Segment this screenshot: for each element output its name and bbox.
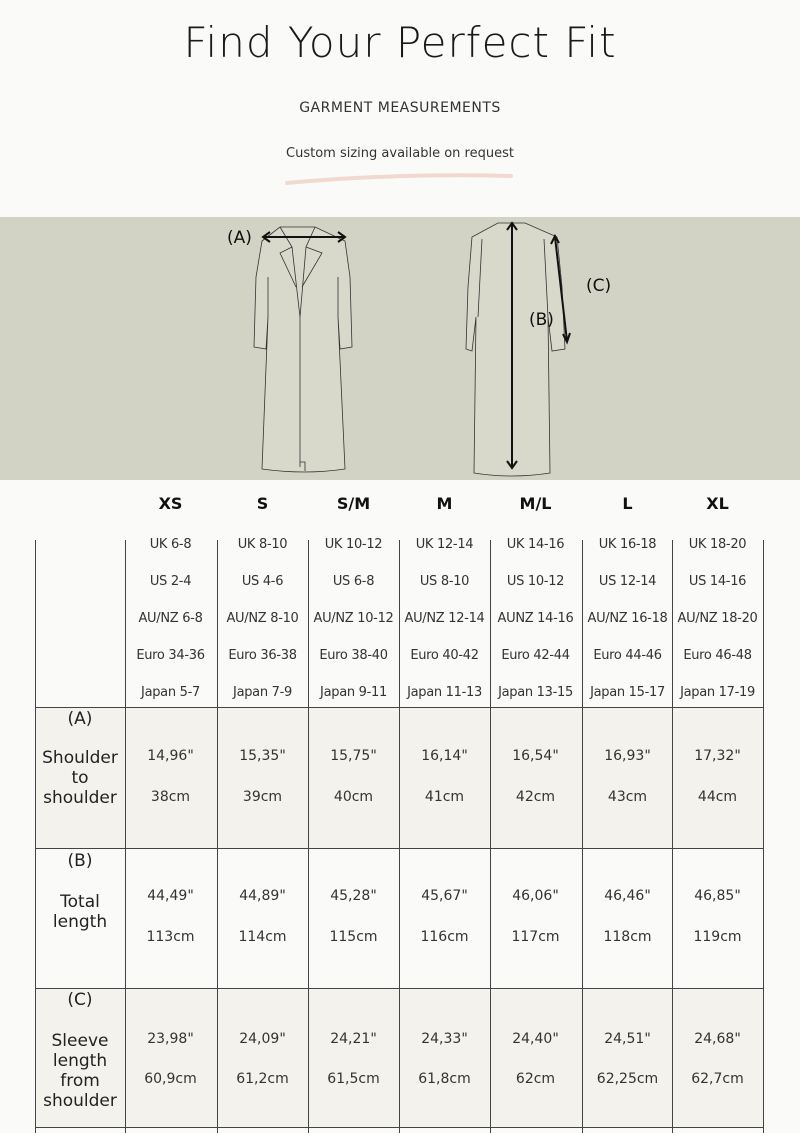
size-conversion: UK 14-16 <box>506 537 565 552</box>
page-title: Find Your Perfect Fit <box>183 18 617 67</box>
size-header: S <box>256 494 269 513</box>
size-conversion: Japan 7-9 <box>233 685 292 700</box>
value-inches: 15,35" <box>239 748 286 764</box>
size-conversion: AU/NZ 6-8 <box>138 611 203 626</box>
coat-illustration <box>0 217 800 480</box>
size-header: L <box>622 494 633 513</box>
size-conversion: UK 16-18 <box>598 537 657 552</box>
measurement-code: (A) <box>67 709 93 729</box>
size-conversion: Japan 5-7 <box>141 685 200 700</box>
size-conversion: Euro 40-42 <box>410 648 479 663</box>
measurement-code: (B) <box>67 851 93 871</box>
size-conversion: Euro 38-40 <box>319 648 388 663</box>
size-conversion: Euro 44-46 <box>593 648 662 663</box>
size-conversion: US 10-12 <box>506 574 565 589</box>
size-conversion: US 12-14 <box>598 574 657 589</box>
size-conversion: UK 12-14 <box>415 537 474 552</box>
value-cm: 39cm <box>242 789 283 805</box>
value-cm: 38cm <box>150 789 191 805</box>
value-inches: 24,33" <box>421 1031 468 1047</box>
row-divider <box>35 1127 764 1128</box>
size-conversion: Japan 15-17 <box>590 685 665 700</box>
value-cm: 60,9cm <box>144 1071 197 1087</box>
value-inches: 24,40" <box>512 1031 559 1047</box>
value-cm: 117cm <box>511 929 560 945</box>
value-inches: 15,75" <box>330 748 377 764</box>
row-divider <box>35 848 764 849</box>
value-cm: 43cm <box>607 789 648 805</box>
table-divider <box>763 540 764 1133</box>
size-conversion: Japan 17-19 <box>680 685 755 700</box>
size-conversion: Euro 42-44 <box>501 648 570 663</box>
value-cm: 41cm <box>424 789 465 805</box>
custom-sizing-note: Custom sizing available on request <box>286 146 514 161</box>
value-cm: 61,8cm <box>418 1071 471 1087</box>
row-divider <box>35 988 764 989</box>
value-cm: 116cm <box>420 929 469 945</box>
value-inches: 44,89" <box>239 888 286 904</box>
size-conversion: AUNZ 14-16 <box>497 611 574 626</box>
value-inches: 44,49" <box>147 888 194 904</box>
size-conversion: AU/NZ 8-10 <box>226 611 299 626</box>
row-divider <box>35 707 764 708</box>
size-header: S/M <box>336 494 371 513</box>
size-conversion: UK 18-20 <box>688 537 747 552</box>
size-conversion: US 6-8 <box>332 574 375 589</box>
value-cm: 114cm <box>238 929 287 945</box>
value-inches: 16,14" <box>421 748 468 764</box>
value-cm: 61,5cm <box>327 1071 380 1087</box>
size-conversion: Japan 13-15 <box>498 685 573 700</box>
value-inches: 24,68" <box>694 1031 741 1047</box>
measurement-name: Total length <box>52 892 108 932</box>
section-subtitle: GARMENT MEASUREMENTS <box>299 100 501 116</box>
value-cm: 113cm <box>146 929 195 945</box>
value-inches: 23,98" <box>147 1031 194 1047</box>
value-inches: 46,46" <box>604 888 651 904</box>
size-conversion: AU/NZ 10-12 <box>313 611 394 626</box>
value-cm: 119cm <box>693 929 742 945</box>
size-conversion: Euro 46-48 <box>683 648 752 663</box>
value-cm: 62,25cm <box>596 1071 659 1087</box>
size-header: M/L <box>519 494 552 513</box>
size-conversion: US 4-6 <box>241 574 284 589</box>
size-conversion: Euro 36-38 <box>228 648 297 663</box>
value-inches: 46,06" <box>512 888 559 904</box>
label-b: (B) <box>529 310 554 330</box>
value-inches: 24,21" <box>330 1031 377 1047</box>
size-conversion: Japan 9-11 <box>320 685 387 700</box>
size-conversion: US 2-4 <box>149 574 192 589</box>
value-cm: 118cm <box>603 929 652 945</box>
value-inches: 24,51" <box>604 1031 651 1047</box>
value-inches: 17,32" <box>694 748 741 764</box>
size-conversion: Euro 34-36 <box>136 648 205 663</box>
value-inches: 16,93" <box>604 748 651 764</box>
size-conversion: Japan 11-13 <box>407 685 482 700</box>
value-inches: 46,85" <box>694 888 741 904</box>
value-cm: 62,7cm <box>691 1071 744 1087</box>
value-cm: 40cm <box>333 789 374 805</box>
value-inches: 14,96" <box>147 748 194 764</box>
size-conversion: AU/NZ 16-18 <box>587 611 668 626</box>
value-cm: 61,2cm <box>236 1071 289 1087</box>
value-inches: 24,09" <box>239 1031 286 1047</box>
measurement-name: Shoulder to shoulder <box>42 748 118 808</box>
size-conversion: AU/NZ 12-14 <box>404 611 485 626</box>
label-c: (C) <box>586 276 612 296</box>
value-cm: 42cm <box>515 789 556 805</box>
value-inches: 16,54" <box>512 748 559 764</box>
garment-diagram <box>0 217 800 480</box>
value-cm: 115cm <box>329 929 378 945</box>
size-conversion: UK 10-12 <box>324 537 383 552</box>
size-header: XL <box>706 494 729 513</box>
size-conversion: UK 6-8 <box>149 537 192 552</box>
size-conversion: AU/NZ 18-20 <box>677 611 758 626</box>
label-a: (A) <box>227 228 252 248</box>
size-conversion: UK 8-10 <box>237 537 288 552</box>
measurement-code: (C) <box>67 990 93 1010</box>
size-conversion: US 8-10 <box>419 574 470 589</box>
size-header: XS <box>158 494 183 513</box>
measurement-name: Sleeve length from shoulder <box>43 1031 117 1111</box>
value-inches: 45,28" <box>330 888 377 904</box>
size-conversion: US 14-16 <box>688 574 747 589</box>
brush-stroke-decoration <box>285 171 513 187</box>
value-cm: 44cm <box>697 789 738 805</box>
size-header: M <box>436 494 453 513</box>
value-inches: 45,67" <box>421 888 468 904</box>
value-cm: 62cm <box>515 1071 556 1087</box>
